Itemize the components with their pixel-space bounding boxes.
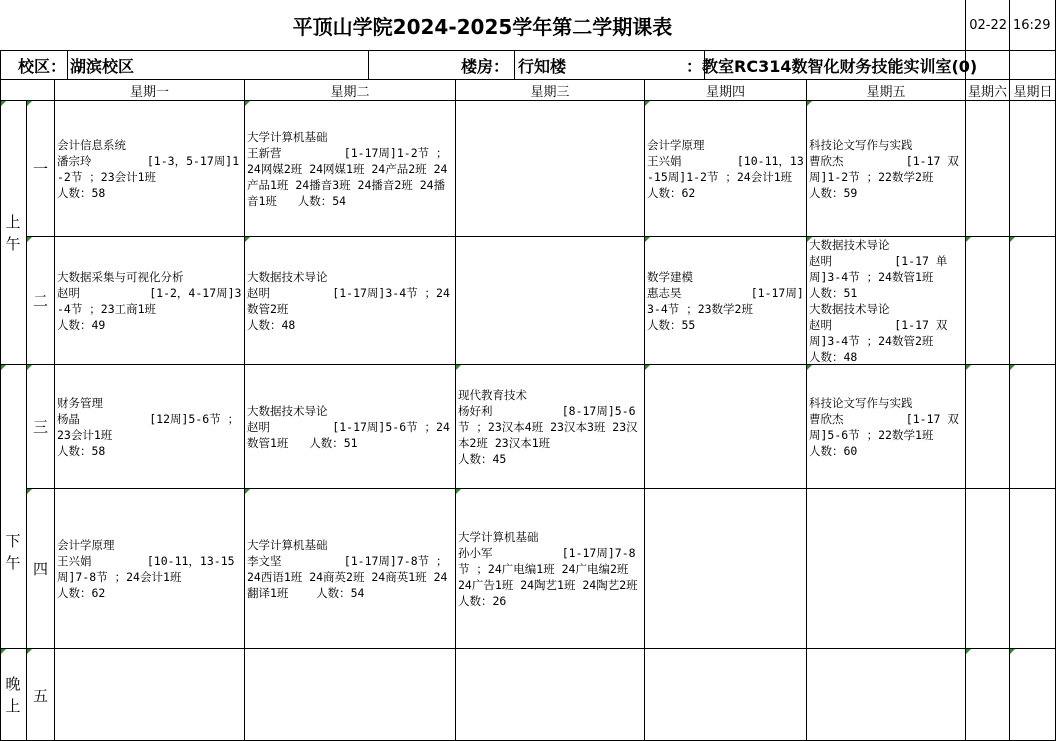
course-cell[interactable]	[245, 237, 455, 364]
cell-marker	[645, 365, 650, 370]
print-date: 02-22	[969, 17, 1007, 33]
course-cell[interactable]	[456, 489, 644, 648]
course-cell[interactable]	[55, 237, 244, 364]
cell-marker	[456, 365, 461, 370]
period-4: 四	[32, 560, 48, 578]
cell-marker	[27, 101, 32, 106]
building-label: 楼房：	[460, 56, 509, 76]
grid-line	[965, 0, 966, 741]
cell-marker	[645, 101, 650, 106]
period-1: 一	[32, 160, 48, 178]
course-cell[interactable]	[55, 101, 244, 236]
course-text: 现代教育技术 杨好利 [8-17周]5-6节 ；23汉本4班 23汉本3班 23汉本2班 23汉本1班 人数：45	[458, 387, 638, 466]
grid-line	[244, 79, 245, 741]
course-cell[interactable]	[456, 649, 644, 741]
course-cell[interactable]	[807, 489, 965, 648]
course-cell[interactable]	[55, 649, 244, 741]
grid-line	[1009, 0, 1010, 741]
grid-line	[0, 364, 1056, 365]
section-char: 午	[5, 553, 21, 572]
section-morning	[0, 101, 26, 364]
course-text: 大数据采集与可视化分析 赵明 [1-2，4-17周]3-4节 ；23工商1班 人数：49	[57, 269, 242, 332]
course-cell[interactable]	[645, 365, 806, 488]
grid-line	[644, 79, 645, 741]
course-text: 大数据技术导论 赵明 [1-17周]3-4节 ；24数管2班 人数：48	[247, 269, 450, 332]
cell-marker	[1, 649, 6, 654]
day-header-fri: 星期五	[866, 84, 906, 100]
cell-marker	[1010, 649, 1015, 654]
course-cell[interactable]	[807, 101, 965, 236]
cell-marker	[807, 101, 812, 106]
grid-line	[67, 50, 68, 79]
course-text: 会计学原理 王兴娟 [10-11，13-15周]7-8节 ；24会计1班 人数：62	[57, 537, 235, 600]
cell-marker	[27, 489, 32, 494]
course-cell[interactable]	[456, 237, 644, 364]
cell-marker	[245, 237, 250, 242]
period-2: 二	[32, 292, 48, 310]
course-cell[interactable]	[807, 649, 965, 741]
course-text: 大学计算机基础 孙小军 [1-17周]7-8节 ；24广电编1班 24广电编2班 24广告1班 24陶艺1班 24陶艺2班 人数：26	[458, 529, 638, 608]
section-char: 上	[5, 212, 21, 231]
grid-line	[704, 50, 705, 79]
course-cell[interactable]	[55, 365, 244, 488]
period-5: 五	[32, 686, 48, 705]
cell-marker	[1010, 365, 1015, 370]
cell-marker	[1, 365, 6, 370]
cell-marker	[966, 237, 971, 242]
cell-marker	[245, 489, 250, 494]
grid-line	[26, 100, 27, 741]
course-cell[interactable]	[645, 101, 806, 236]
cell-marker	[1010, 237, 1015, 242]
course-cell[interactable]	[55, 489, 244, 648]
course-cell[interactable]	[645, 237, 806, 364]
day-header-sat: 星期六	[967, 84, 1007, 100]
building-value: 行知楼	[518, 56, 567, 76]
course-text: 大学计算机基础 王新营 [1-17周]1-2节 ；24网媒2班 24网媒1班 24产品2班 24产品1班 24播音3班 24播音2班 24播音1班 人数：54	[247, 129, 448, 208]
course-text: 大学计算机基础 李文坚 [1-17周]7-8节 ；24西语1班 24商英2班 24商英1班 24翻译1班 人数：54	[247, 537, 448, 600]
course-cell[interactable]	[807, 237, 965, 364]
course-cell[interactable]	[245, 101, 455, 236]
cell-marker	[27, 237, 32, 242]
day-header-sun: 星期日	[1013, 84, 1053, 100]
grid-line	[0, 100, 1056, 101]
day-header-thu: 星期四	[705, 84, 745, 100]
print-time: 16:29	[1013, 17, 1051, 33]
section-char: 下	[5, 531, 21, 550]
section-char: 上	[5, 697, 21, 715]
cell-marker	[966, 365, 971, 370]
course-cell[interactable]	[245, 489, 455, 648]
grid-line	[0, 648, 1056, 649]
room-info	[685, 51, 1054, 79]
course-cell[interactable]	[245, 365, 455, 488]
course-text: 大数据技术导论 赵明 [1-17 单周]3-4节 ；24数管1班 人数：51 大数据技术导论 赵明 [1-17 双周]3-4节 ；24数管2班 人数：48	[809, 237, 948, 364]
day-header-tue: 星期二	[330, 84, 370, 100]
cell-marker	[1, 101, 6, 106]
cell-marker	[807, 365, 812, 370]
grid-line	[514, 50, 515, 79]
course-cell[interactable]	[807, 365, 965, 488]
course-text: 大数据技术导论 赵明 [1-17周]5-6节 ；24数管1班 人数：51	[247, 403, 450, 450]
course-cell[interactable]	[645, 649, 806, 741]
day-header-mon: 星期一	[129, 84, 169, 100]
section-evening	[0, 649, 26, 741]
page-title: 平顶山学院2024-2025学年第二学期课表	[292, 14, 673, 39]
cell-marker	[807, 237, 812, 242]
grid-line	[455, 79, 456, 741]
course-cell[interactable]	[245, 649, 455, 741]
course-text: 科技论文写作与实践 曹欣杰 [1-17 双周]1-2节 ；22数学2班 人数：59	[809, 137, 959, 200]
section-afternoon	[0, 365, 26, 648]
period-3: 三	[32, 418, 48, 436]
cell-marker	[27, 649, 32, 654]
grid-line	[54, 79, 55, 741]
campus-value: 湖滨校区	[70, 56, 135, 76]
grid-line	[26, 236, 1056, 237]
course-text: 会计信息系统 潘宗玲 [1-3，5-17周]1-2节 ；23会计1班 人数：58	[57, 137, 240, 200]
grid-line	[26, 488, 1056, 489]
cell-marker	[645, 237, 650, 242]
cell-marker	[27, 365, 32, 370]
course-cell[interactable]	[456, 101, 644, 236]
campus-label: 校区：	[17, 56, 66, 76]
room-label: 教室：	[685, 56, 734, 76]
cell-marker	[245, 101, 250, 106]
course-cell[interactable]	[456, 365, 644, 488]
cell-marker	[456, 489, 461, 494]
day-header-wed: 星期三	[530, 84, 570, 100]
course-text: 科技论文写作与实践 曹欣杰 [1-17 双周]5-6节 ；22数学1班 人数：60	[809, 395, 959, 458]
grid-line	[806, 79, 807, 741]
course-cell[interactable]	[645, 489, 806, 648]
grid-line	[0, 50, 1, 741]
course-text: 数学建模 惠志昊 [1-17周]3-4节 ；23数学2班 人数：55	[647, 269, 804, 332]
grid-line	[368, 50, 369, 79]
section-char: 晚	[5, 675, 21, 693]
cell-marker	[966, 649, 971, 654]
course-text: 会计学原理 王兴娟 [10-11，13-15周]1-2节 ；24会计1班 人数：62	[647, 137, 804, 200]
section-char: 午	[5, 234, 21, 253]
grid-line	[0, 50, 1056, 51]
room-value: RC314数智化财务技能实训室(0)	[734, 56, 978, 76]
course-text: 财务管理 杨晶 [12周]5-6节 ；23会计1班 人数：58	[57, 395, 240, 458]
grid-line	[0, 79, 1056, 80]
